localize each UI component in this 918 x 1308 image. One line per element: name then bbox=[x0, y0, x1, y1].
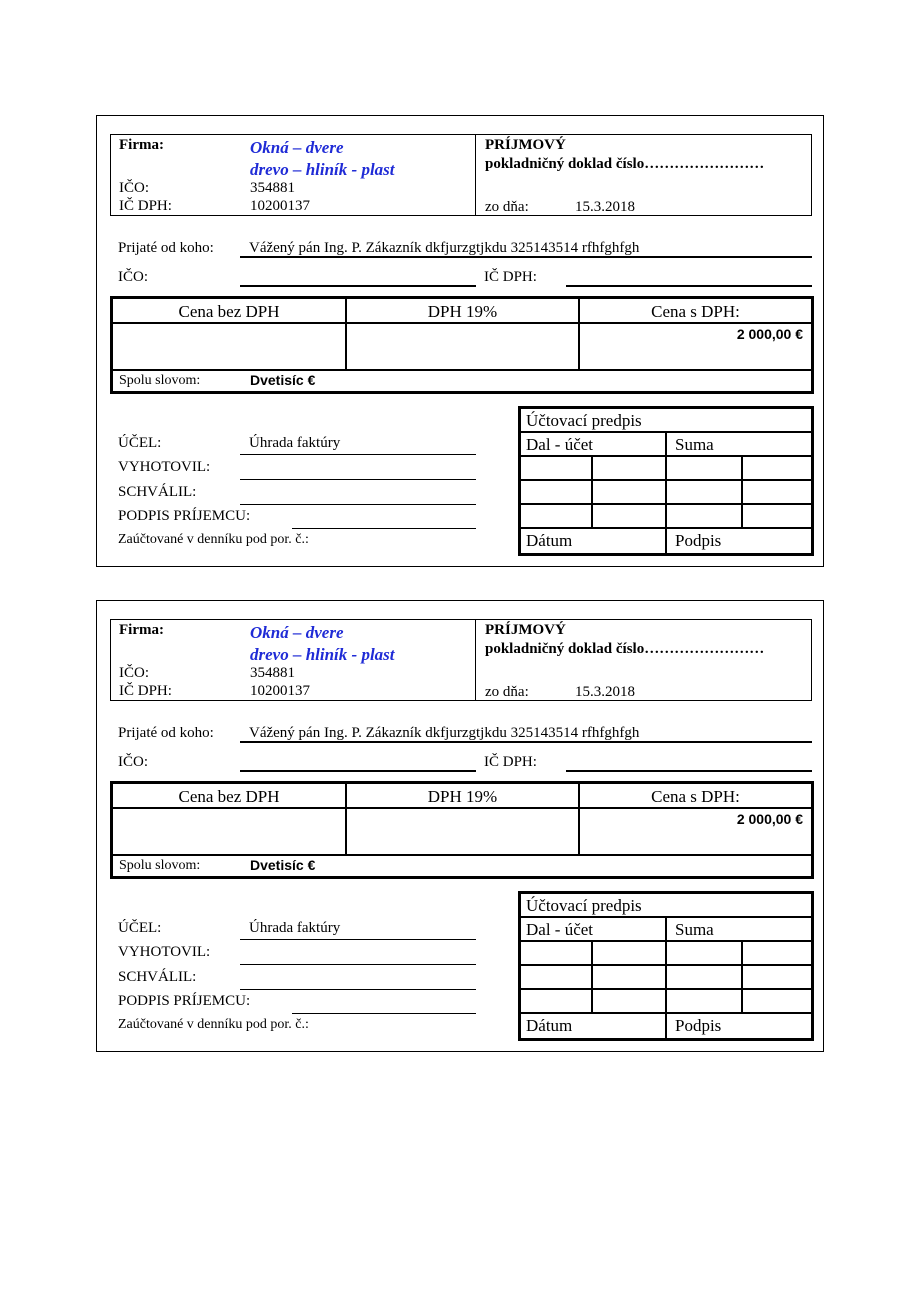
received-from-label: Prijaté od koho: bbox=[118, 725, 214, 741]
accounting-col-amount: Suma bbox=[675, 920, 714, 939]
received-icdph-line bbox=[566, 770, 812, 772]
accounting-col-account: Dal - účet bbox=[526, 920, 594, 939]
price-col-without-vat: Cena bez DPH bbox=[178, 302, 280, 321]
doc-date-label: zo dňa: bbox=[485, 199, 529, 215]
doc-subtitle: pokladničný doklad číslo…………………… bbox=[485, 641, 765, 657]
company-ico-label: IČO: bbox=[119, 180, 149, 196]
price-col-vat: DPH 19% bbox=[427, 787, 498, 806]
received-from-label: Prijaté od koho: bbox=[118, 240, 214, 256]
receipt-slip-2 bbox=[96, 600, 824, 1052]
purpose-value: Úhrada faktúry bbox=[249, 920, 341, 936]
accounting-signature: Podpis bbox=[675, 1016, 722, 1035]
purpose-line bbox=[240, 454, 476, 455]
approved-label: SCHVÁLIL: bbox=[118, 484, 197, 500]
recipient-signature-line bbox=[292, 1013, 476, 1014]
received-ico-line bbox=[240, 770, 476, 772]
received-ico-line bbox=[240, 285, 476, 287]
price-total: 2 000,00 € bbox=[736, 326, 803, 342]
header-divider bbox=[475, 620, 476, 700]
company-name-line1: Okná – dvere bbox=[250, 623, 344, 642]
price-words-label: Spolu slovom: bbox=[119, 858, 201, 873]
doc-title: PRÍJMOVÝ bbox=[485, 137, 566, 153]
journal-label: Zaúčtované v denníku pod por. č.: bbox=[118, 1017, 309, 1032]
approved-line bbox=[240, 989, 476, 990]
price-col-with-vat: Cena s DPH: bbox=[651, 302, 740, 321]
price-table bbox=[110, 296, 814, 394]
received-from-value: Vážený pán Ing. P. Zákazník dkfjurzgtjkdu 325143514 rfhfghfgh bbox=[249, 725, 640, 741]
received-from-line bbox=[240, 256, 812, 258]
header-box bbox=[110, 619, 812, 701]
accounting-signature: Podpis bbox=[675, 531, 722, 550]
approved-label: SCHVÁLIL: bbox=[118, 969, 197, 985]
accounting-date: Dátum bbox=[526, 531, 573, 550]
company-ico-label: IČO: bbox=[119, 665, 149, 681]
price-words-label: Spolu slovom: bbox=[119, 373, 201, 388]
company-label: Firma: bbox=[119, 622, 164, 638]
header-divider bbox=[475, 135, 476, 215]
accounting-col-account: Dal - účet bbox=[526, 435, 594, 454]
receipt-slip-1 bbox=[96, 115, 824, 567]
company-name-line2: drevo – hliník - plast bbox=[250, 645, 395, 664]
company-ico-value: 354881 bbox=[250, 665, 295, 681]
price-col-without-vat: Cena bez DPH bbox=[178, 787, 280, 806]
accounting-date: Dátum bbox=[526, 1016, 573, 1035]
prepared-line bbox=[240, 964, 476, 965]
company-label: Firma: bbox=[119, 137, 164, 153]
received-icdph-label: IČ DPH: bbox=[484, 754, 537, 770]
accounting-box bbox=[518, 891, 814, 1041]
price-total: 2 000,00 € bbox=[736, 811, 803, 827]
received-ico-label: IČO: bbox=[118, 269, 148, 285]
received-ico-label: IČO: bbox=[118, 754, 148, 770]
prepared-label: VYHOTOVIL: bbox=[118, 944, 211, 960]
received-icdph-label: IČ DPH: bbox=[484, 269, 537, 285]
company-ico-value: 354881 bbox=[250, 180, 295, 196]
company-icdph-value: 10200137 bbox=[250, 198, 310, 214]
company-name-line1: Okná – dvere bbox=[250, 138, 344, 157]
recipient-signature-line bbox=[292, 528, 476, 529]
prepared-label: VYHOTOVIL: bbox=[118, 459, 211, 475]
accounting-title: Účtovací predpis bbox=[526, 896, 642, 915]
price-words-value: Dvetisíc € bbox=[250, 857, 316, 873]
doc-date-label: zo dňa: bbox=[485, 684, 529, 700]
recipient-signature-label: PODPIS PRÍJEMCU: bbox=[118, 508, 251, 524]
company-icdph-value: 10200137 bbox=[250, 683, 310, 699]
recipient-signature-label: PODPIS PRÍJEMCU: bbox=[118, 993, 251, 1009]
purpose-value: Úhrada faktúry bbox=[249, 435, 341, 451]
company-name-line2: drevo – hliník - plast bbox=[250, 160, 395, 179]
accounting-title: Účtovací predpis bbox=[526, 411, 642, 430]
prepared-line bbox=[240, 479, 476, 480]
doc-date-value: 15.3.2018 bbox=[575, 684, 635, 700]
received-from-value: Vážený pán Ing. P. Zákazník dkfjurzgtjkdu 325143514 rfhfghfgh bbox=[249, 240, 640, 256]
received-icdph-line bbox=[566, 285, 812, 287]
doc-title: PRÍJMOVÝ bbox=[485, 622, 566, 638]
price-table bbox=[110, 781, 814, 879]
header-box bbox=[110, 134, 812, 216]
accounting-box bbox=[518, 406, 814, 556]
price-col-with-vat: Cena s DPH: bbox=[651, 787, 740, 806]
approved-line bbox=[240, 504, 476, 505]
purpose-label: ÚČEL: bbox=[118, 435, 162, 451]
purpose-label: ÚČEL: bbox=[118, 920, 162, 936]
doc-subtitle: pokladničný doklad číslo…………………… bbox=[485, 156, 765, 172]
received-from-line bbox=[240, 741, 812, 743]
price-words-value: Dvetisíc € bbox=[250, 372, 316, 388]
company-icdph-label: IČ DPH: bbox=[119, 683, 172, 699]
journal-label: Zaúčtované v denníku pod por. č.: bbox=[118, 532, 309, 547]
purpose-line bbox=[240, 939, 476, 940]
price-col-vat: DPH 19% bbox=[427, 302, 498, 321]
company-icdph-label: IČ DPH: bbox=[119, 198, 172, 214]
accounting-col-amount: Suma bbox=[675, 435, 714, 454]
doc-date-value: 15.3.2018 bbox=[575, 199, 635, 215]
